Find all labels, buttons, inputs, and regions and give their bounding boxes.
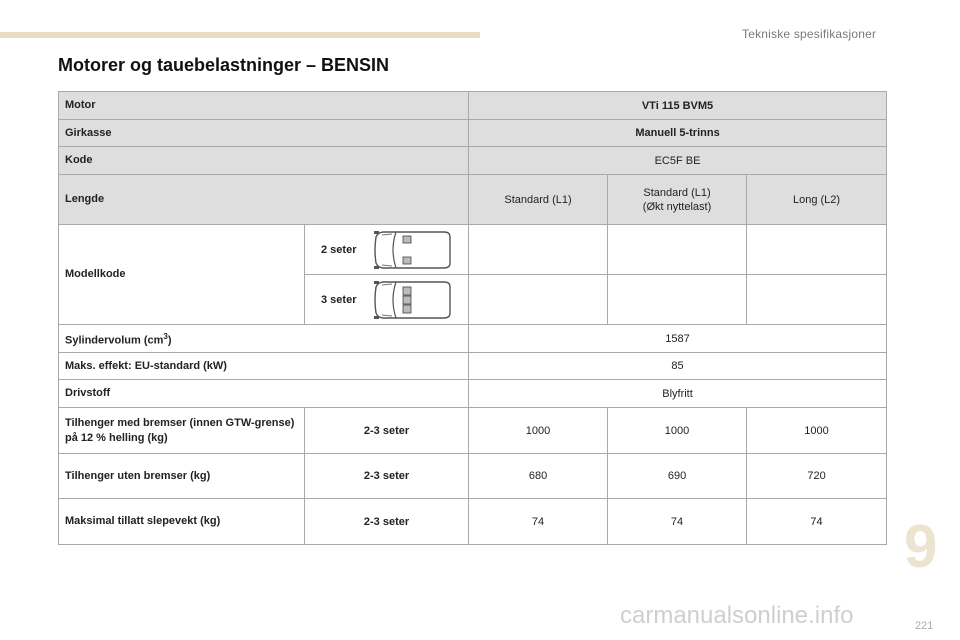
cell-value: Manuell 5-trinns [469,120,887,147]
cell-value [608,175,747,225]
table-row [59,325,887,353]
section-header: Tekniske spesifikasjoner [742,27,877,41]
cell-value: 680 [469,454,608,499]
table-row [59,120,887,147]
cell-value [469,225,608,275]
table-row [59,92,887,120]
cell-value: Blyfritt [469,380,887,408]
cell-line: Standard (L1) [643,186,711,199]
seat-label: 2 seter [321,243,357,256]
cell-value: 1000 [747,408,887,454]
spec-table [58,91,887,545]
table-row [59,380,887,408]
cell-value [747,225,887,275]
seat-label: 3 seter [321,293,357,306]
seat-range: 2-3 seter [305,499,469,545]
chapter-number: 9 [904,513,938,580]
seat-cell [305,275,469,325]
cell-value: 1587 [469,325,887,353]
cell-value: EC5F BE [469,147,887,175]
row-label: Kode [59,147,469,175]
van-3-seat-icon [370,279,454,321]
cell-value: VTi 115 BVM5 [469,92,887,120]
row-label [59,325,469,353]
seat-range: 2-3 seter [305,408,469,454]
table-row [59,225,887,275]
row-label: Tilhenger med bremser (innen GTW-grense) på 12 % helling (kg) [59,408,305,454]
cell-value: 85 [469,353,887,380]
cell-value [747,275,887,325]
cell-value: 720 [747,454,887,499]
van-2-seat-icon [370,229,454,271]
superscript: 3 [163,331,168,341]
cell-value: Long (L2) [747,175,887,225]
row-label: Tilhenger uten bremser (kg) [59,454,305,499]
page-number: 221 [915,620,934,632]
top-accent-bar [0,32,480,38]
row-label: Modellkode [59,225,305,325]
row-label: Maksimal tillatt slepevekt (kg) [59,499,305,545]
cell-line: (Økt nyttelast) [642,200,712,213]
seat-range: 2-3 seter [305,454,469,499]
cell-value: 74 [608,499,747,545]
table-row [59,175,887,225]
row-label: Maks. effekt: EU-standard (kW) [59,353,469,380]
seat-cell [305,225,469,275]
cell-value: Standard (L1) [469,175,608,225]
row-label-suffix: ) [167,334,172,347]
row-label: Drivstoff [59,380,469,408]
watermark: carmanualsonline.info [620,602,854,629]
row-label: Motor [59,92,469,120]
cell-value [608,225,747,275]
page-title: Motorer og tauebelastninger – BENSIN [58,55,390,75]
cell-value: 74 [469,499,608,545]
cell-value: 1000 [469,408,608,454]
cell-value: 74 [747,499,887,545]
cell-value [608,275,747,325]
table-row [59,408,887,454]
table-row [59,454,887,499]
cell-value: 1000 [608,408,747,454]
table-row [59,499,887,545]
row-label: Lengde [59,175,469,225]
cell-value [469,275,608,325]
table-row [59,353,887,380]
table-row [59,147,887,175]
row-label-text: Sylindervolum (cm [65,334,164,347]
row-label: Girkasse [59,120,469,147]
cell-value: 690 [608,454,747,499]
